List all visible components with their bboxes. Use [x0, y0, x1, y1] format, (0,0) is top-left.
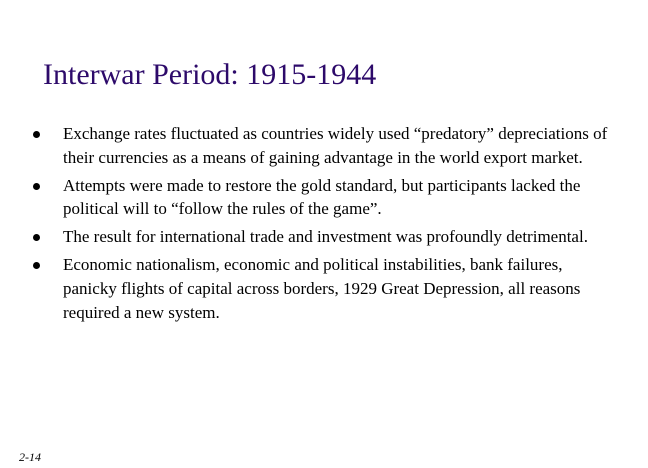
slide-title: Interwar Period: 1915-1944 — [43, 58, 377, 91]
bullet-text: Exchange rates fluctuated as countries widely used “predatory” depreciations of their currencies as a means of gaining advantage in the world export market. — [63, 124, 608, 167]
bullet-text: Economic nationalism, economic and political instabilities, bank failures, panicky flights of capital across borders, 1929 Great Depression, all reasons required a new system. — [63, 254, 581, 322]
bullet-item — [33, 174, 613, 222]
bullet-text: The result for international trade and investment was profoundly detrimental. — [63, 227, 588, 247]
bullet-item — [33, 225, 613, 249]
bullet-icon — [33, 131, 40, 138]
bullet-text: Attempts were made to restore the gold standard, but participants lacked the political will to “follow the rules of the game”. — [63, 175, 581, 219]
slide-number: 2-14 — [19, 450, 41, 464]
bullet-list — [33, 122, 613, 328]
bullet-item — [33, 122, 613, 170]
bullet-icon — [33, 234, 40, 241]
bullet-icon — [33, 262, 40, 269]
bullet-item — [33, 253, 613, 324]
bullet-icon — [33, 183, 40, 190]
